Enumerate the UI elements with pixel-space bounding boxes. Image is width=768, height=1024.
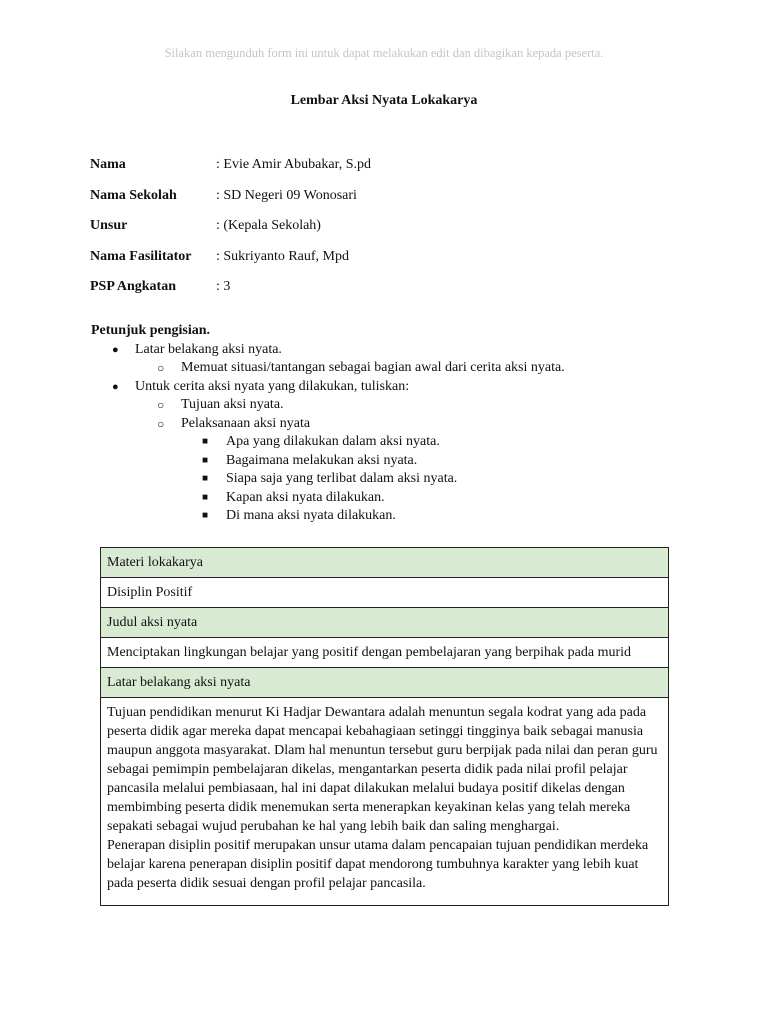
document-title: Lembar Aksi Nyata Lokakarya — [290, 93, 478, 108]
download-notice: Silakan mengunduh form ini untuk dapat melakukan edit dan dibagikan kepada peserta. — [164, 46, 604, 60]
list-item — [91, 489, 385, 508]
field-value: : Sukriyanto Rauf, Mpd — [216, 248, 349, 264]
square-bullet-icon: ■ — [202, 491, 209, 503]
latar-value-cell — [101, 698, 669, 906]
hollow-circle-bullet-icon: ○ — [157, 361, 165, 375]
filled-circle-bullet-icon: ● — [112, 343, 119, 356]
list-item-text: Apa yang dilakukan dalam aksi nyata. — [226, 434, 440, 449]
list-item-text: Untuk cerita aksi nyata yang dilakukan, tuliskan: — [135, 378, 410, 394]
instructions-title: Petunjuk pengisian. — [91, 323, 211, 338]
materi-label-cell: Materi lokakarya — [101, 548, 669, 578]
table-row — [101, 578, 669, 608]
latar-paragraph: Penerapan disiplin positif merupakan unsur utama dalam pencapaian tujuan pendidikan merdeka belajar karena penerapan disiplin positif dapat mendorong tumbuhnya karakter yang lebih kuat pada peserta didik sesuai dengan profil pelajar pancasila. — [107, 838, 649, 891]
list-item-text: Tujuan aksi nyata. — [181, 397, 284, 412]
judul-value-cell: Menciptakan lingkungan belajar yang positif dengan pembelajaran yang berpihak pada murid — [101, 638, 669, 668]
list-item — [91, 415, 311, 434]
square-bullet-icon: ■ — [202, 454, 209, 466]
field-row-unsur — [90, 217, 371, 248]
field-label: Nama Fasilitator — [90, 248, 192, 264]
latar-label-cell: Latar belakang aksi nyata — [101, 668, 669, 698]
list-item-text: Bagaimana melakukan aksi nyata. — [226, 452, 418, 468]
list-item — [91, 433, 440, 452]
field-row-psp-angkatan — [90, 278, 371, 309]
hollow-circle-bullet-icon: ○ — [157, 416, 165, 431]
field-value: : Evie Amir Abubakar, S.pd — [216, 157, 371, 172]
latar-paragraph: Tujuan pendidikan menurut Ki Hadjar Dewantara adalah menuntun segala kodrat yang ada pada peserta didik agar mereka dapat mencapai kebahagiaan setinggi tingginya baik sebagai manusia maupun anggota masyarakat. Dlam hal menuntun tersebut guru berpijak pada nilai dan peran guru sebagai pemimpin pembelajaran dikelas, mengantarkan peserta didik pada nilai profil pelajar pancasila melalui pembiasaan, hal ini dapat dilakukan melalui budaya positif dikelas dengan membimbing peserta didik menemukan serta menerapkan keyakinan kelas yang telah mereka sepakati sebagai wujud perubahan ke hal yang lebih baik dan saling menghargai. — [107, 705, 658, 834]
list-item-text: Latar belakang aksi nyata. — [135, 341, 282, 357]
field-row-nama-sekolah — [90, 187, 371, 218]
filled-circle-bullet-icon: ● — [112, 380, 119, 393]
list-item-text: Memuat situasi/tantangan sebagai bagian awal dari cerita aksi nyata. — [181, 360, 565, 375]
list-item — [91, 378, 410, 397]
field-value: : SD Negeri 09 Wonosari — [216, 187, 357, 203]
identity-fields — [90, 156, 371, 309]
workshop-table — [100, 547, 669, 906]
materi-value-cell: Disiplin Positif — [101, 578, 669, 608]
list-item — [91, 341, 282, 360]
field-value: : (Kepala Sekolah) — [216, 218, 321, 234]
square-bullet-icon: ■ — [202, 436, 209, 447]
table-row — [101, 638, 669, 668]
table-row — [101, 608, 669, 638]
field-row-nama — [90, 156, 371, 187]
table-row — [101, 698, 669, 906]
hollow-circle-bullet-icon: ○ — [157, 398, 165, 412]
list-item — [91, 507, 396, 526]
list-item-text: Di mana aksi nyata dilakukan. — [226, 508, 396, 523]
field-label: Unsur — [90, 218, 128, 234]
table-row — [101, 668, 669, 698]
list-item — [91, 359, 565, 378]
table-row — [101, 548, 669, 578]
square-bullet-icon: ■ — [202, 473, 209, 484]
list-item — [91, 452, 418, 471]
instructions — [91, 322, 565, 526]
list-item-text: Kapan aksi nyata dilakukan. — [226, 489, 385, 505]
list-item-text: Siapa saja yang terlibat dalam aksi nyata. — [226, 471, 458, 486]
list-item-text: Pelaksanaan aksi nyata — [181, 415, 311, 431]
field-row-nama-fasilitator — [90, 248, 371, 279]
list-item — [91, 470, 458, 489]
square-bullet-icon: ■ — [202, 510, 209, 521]
list-item — [91, 396, 284, 415]
field-label: Nama — [90, 157, 126, 172]
judul-label-cell: Judul aksi nyata — [101, 608, 669, 638]
field-label: Nama Sekolah — [90, 187, 177, 203]
field-label: PSP Angkatan — [90, 279, 176, 295]
field-value: : 3 — [216, 279, 231, 295]
